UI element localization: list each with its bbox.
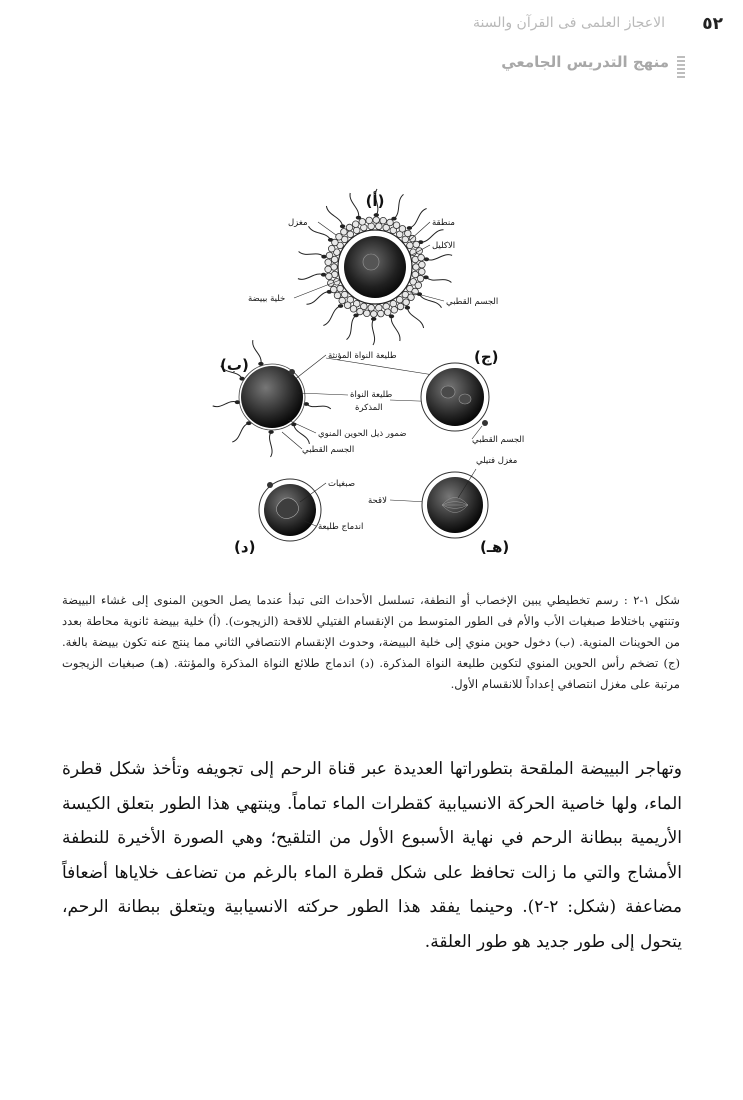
corona-cell (353, 227, 360, 234)
corona-cell (387, 219, 394, 226)
corona-cell (359, 219, 366, 226)
label-polar-body-b: الجسم القطبي (302, 445, 355, 455)
label-female-pronucleus: طليعة النواة المؤنثة (328, 351, 397, 361)
corona-cell (325, 259, 332, 266)
fertilization-figure (210, 180, 540, 570)
sperm-tail (294, 424, 310, 444)
corona-cell (344, 302, 351, 309)
sperm-tail (407, 308, 423, 328)
panel-c-male-pronucleus (421, 363, 489, 431)
corona-cell (407, 242, 414, 249)
label-male-pronucleus-2: المذكرة (355, 403, 383, 413)
corona-cell (393, 222, 400, 229)
sperm-tail (299, 252, 324, 257)
panel-letter-a: (أ) (365, 192, 385, 210)
sperm-head (354, 314, 358, 317)
sperm-head (389, 315, 393, 318)
corona-cell (336, 234, 343, 241)
sperm-tail (409, 209, 426, 229)
corona-cell (419, 268, 426, 275)
corona-cell (346, 224, 353, 231)
sperm-head (424, 276, 428, 279)
label-polar-body-a: الجسم القطبي (446, 297, 499, 307)
label-pronuclei-fusion: اندماج طليعة (318, 522, 364, 532)
corona-cell (390, 300, 397, 307)
corona-cell (350, 306, 357, 313)
corona-cell (330, 286, 337, 293)
sperm-head (407, 227, 411, 230)
sperm-head (338, 305, 342, 308)
sperm-head (259, 362, 263, 365)
sperm-tail (426, 277, 451, 282)
panel-d-pronuclei-fusion (259, 479, 321, 541)
corona-cell (391, 307, 398, 314)
label-polar-body-c: الجسم القطبي (472, 435, 525, 445)
sperm-head (340, 225, 344, 228)
corona-cell (371, 311, 378, 318)
corona-cell (328, 280, 335, 287)
corona-cell (418, 254, 425, 261)
panel-e-zygote-spindle (422, 469, 488, 538)
sperm-tail (426, 255, 452, 260)
label-male-pronucleus-1: طليعة النواة (350, 390, 393, 400)
sperm-tail (372, 319, 374, 345)
label-corona: الاكليل (432, 241, 456, 251)
sperm-tail (213, 401, 238, 406)
sperm-head (392, 217, 396, 220)
corona-cell (405, 230, 412, 237)
sperm-head (356, 216, 360, 219)
body-paragraph: وتهاجر البييضة الملقحة بتطوراتها العديدة عبر قناة الرحم إلى تجويفه وتأخذ شكل قطرة الماء، ولها خاصية الحركة الانسيابية كقطرات الماء تماماً. وينتهي هذا الطور بتعلق الكيسة الأريمية ببطانة الرحم في نهاية الأسبوع الأول من التلقيح؛ وهي الصورة الأخيرة للنطفة الأمشاج والتي ما زالت تحافظ على شكل قطرة الماء بالرغم من تضاعف خلاياها أضعافاً مضاعفة (شكل: ٢-٢). وحينما يفقد هذا الطور حركته الانسيابية ويتعلق ببطانة الرحم، يتحول إلى طور جديد هو طور العلقة. (62, 759, 682, 952)
corona-cell (378, 310, 385, 317)
panel-letter-e: (هـ) (480, 538, 510, 556)
corona-cell (397, 303, 404, 310)
corona-cell (373, 217, 380, 224)
corona-cell (415, 282, 422, 289)
corona-cell (396, 296, 403, 303)
sperm-tail (394, 194, 404, 218)
corona-cell (384, 309, 391, 316)
label-spindle: مغزل (288, 218, 308, 228)
label-chromosomes: صبغيات (328, 479, 356, 489)
sperm-tail (298, 274, 324, 279)
corona-cell (332, 239, 339, 246)
page-number: ٥٢ (702, 14, 723, 34)
panel-letter-b: (ب) (220, 356, 249, 374)
decorative-side-mark (677, 56, 685, 78)
sperm-head (374, 214, 378, 217)
corona-cell (341, 229, 348, 236)
sperm-tail (307, 292, 330, 305)
sperm-head (405, 306, 409, 309)
corona-cell (326, 252, 333, 259)
panel-letter-c: (ج) (474, 348, 499, 366)
corona-cell (364, 310, 371, 317)
corona-cell (368, 305, 375, 312)
label-zone: منطقة (432, 218, 455, 228)
corona-cell (376, 223, 383, 230)
corona-cell (347, 231, 354, 238)
panel-a-secondary-oocyte (298, 189, 452, 345)
sperm-head (322, 255, 326, 258)
corona-cell (352, 221, 359, 228)
corona-cell (409, 235, 416, 242)
sperm-tail (232, 423, 249, 442)
corona-cell (408, 294, 415, 301)
corona-cell (339, 297, 346, 304)
fertilization-diagram (210, 180, 540, 570)
corona-cell (419, 261, 426, 268)
corona-cell (357, 308, 364, 315)
nucleus-a (363, 254, 379, 270)
sperm-head (321, 273, 325, 276)
corona-cell (380, 217, 387, 224)
corona-cell (417, 275, 424, 282)
label-sperm-tail-atrophy: ضمور ذيل الحوين المنوي (318, 429, 407, 439)
sperm-head (372, 318, 376, 321)
corona-cell (334, 279, 341, 286)
corona-cell (366, 217, 373, 224)
sperm-head (424, 258, 428, 261)
label-achromatic-spindle: مغزل فتيلي (476, 456, 518, 466)
corona-cell (337, 285, 344, 292)
panel-letter-d: (د) (234, 538, 256, 556)
sperm-tail (306, 404, 331, 409)
label-egg-cell: خلية بييضة (248, 294, 286, 304)
oocyte-c (426, 368, 484, 426)
sperm-head (269, 431, 273, 434)
corona-cell (399, 226, 406, 233)
running-title: الاعجاز العلمى فى القرآن والسنة (472, 15, 665, 31)
sperm-tail (347, 315, 357, 339)
corona-cell (403, 299, 410, 306)
label-zygote: لاقحة (368, 496, 387, 506)
sperm-tail (270, 432, 273, 457)
sperm-tail (350, 193, 359, 218)
sperm-tail (419, 294, 441, 308)
corona-cell (326, 273, 333, 280)
corona-cell (328, 245, 335, 252)
figure-caption: شكل ١-٢ : رسم تخطيطي يبين الإخصاب أو النطفة، تسلسل الأحداث التى تبدأ عندما يصل الحوين المنوى إلى غشاء البييضة وتنتهي باختلاط صبغيات الأب والأم فى الطور المتوسط من الإنقسام الفتيلي للاقحة (الزيجوت). (أ) خلية بييضة ثانوية محاطة بعدد من الحوينات المنوية. (ب) دخول حوين منوي إلى خلية البييضة، وحدوث الإنقسام الانتصافي الثاني مما ينتج عنه تكون بييضة بالغة. (ج) تضخم رأس الحوين المنوي لتكوين طليعة النواة المذكرة. (د) اندماج طلائع النواة المذكرة والمؤنثة. (هـ) صبغيات الزيجوت مرتبة على مغزل انتصافي إعداداً للانقسام الأول. (62, 593, 680, 691)
sperm-tail (253, 340, 261, 364)
corona-cell (325, 266, 332, 273)
corona-cell (413, 241, 420, 248)
sperm-tail (326, 206, 342, 226)
oocyte-b (241, 366, 303, 428)
running-subtitle: منهج التدريس الجامعي (501, 53, 669, 71)
sperm-tail (323, 306, 340, 326)
sperm-tail (391, 316, 400, 341)
corona-cell (334, 292, 341, 299)
